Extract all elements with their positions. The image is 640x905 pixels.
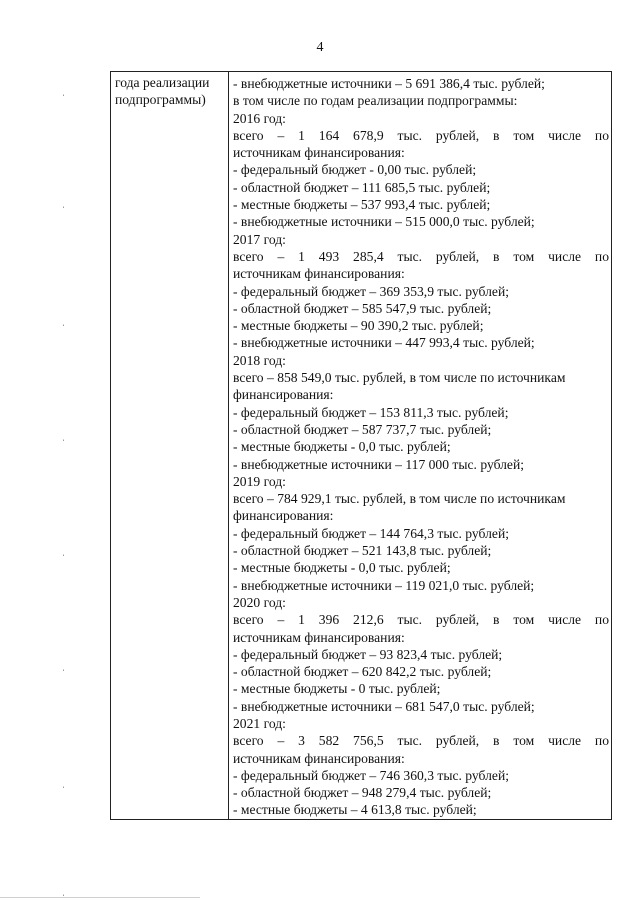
- content-line: - федеральный бюджет – 746 360,3 тыс. рублей;: [233, 767, 509, 783]
- label-line: года реализации: [115, 75, 210, 90]
- margin-tick-mark: ˌ: [62, 86, 65, 96]
- content-line: источникам финансирования:: [233, 145, 405, 161]
- content-line: всего – 858 549,0 тыс. рублей, в том числе по источникам: [233, 370, 566, 386]
- content-line: источникам финансирования:: [233, 629, 405, 645]
- content-line: - федеральный бюджет - 0,00 тыс. рублей;: [233, 162, 477, 178]
- margin-tick-mark: ˌ: [62, 316, 65, 326]
- content-line: всего – 1 396 212,6 тыс. рублей, в том числе по: [233, 612, 609, 628]
- content-line: - местные бюджеты - 0,0 тыс. рублей;: [233, 560, 451, 576]
- content-line: 2019 год:: [233, 473, 286, 489]
- content-line: источникам финансирования:: [233, 750, 405, 766]
- content-line: - федеральный бюджет – 153 811,3 тыс. рублей;: [233, 404, 509, 420]
- bottom-divider: [0, 897, 200, 898]
- content-line: всего – 3 582 756,5 тыс. рублей, в том числе по: [233, 733, 609, 749]
- table-content-column: [229, 72, 611, 819]
- content-line: всего – 1 493 285,4 тыс. рублей, в том числе по: [233, 248, 609, 264]
- content-line: - федеральный бюджет – 144 764,3 тыс. рублей;: [233, 525, 509, 541]
- content-line: 2018 год:: [233, 352, 286, 368]
- content-line: - внебюджетные источники – 681 547,0 тыс. рублей;: [233, 698, 535, 714]
- page-number: 4: [316, 40, 324, 55]
- content-line: всего – 784 929,1 тыс. рублей, в том числе по источникам: [233, 491, 566, 507]
- content-line: всего – 1 164 678,9 тыс. рублей, в том числе по: [233, 127, 609, 143]
- content-line: - местные бюджеты – 4 613,8 тыс. рублей;: [233, 802, 477, 818]
- content-line: - внебюджетные источники – 447 993,4 тыс. рублей;: [233, 335, 535, 351]
- content-line: финансирования:: [233, 508, 334, 524]
- content-line: - областной бюджет – 587 737,7 тыс. рублей;: [233, 421, 492, 437]
- content-line: источникам финансирования:: [233, 266, 405, 282]
- content-line: - местные бюджеты - 0 тыс. рублей;: [233, 681, 441, 697]
- margin-tick-mark: ˌ: [62, 546, 65, 556]
- label-line: подпрограммы): [115, 91, 206, 107]
- content-line: 2016 год:: [233, 110, 286, 126]
- margin-tick-mark: ˌ: [62, 886, 65, 896]
- content-line: - внебюджетные источники – 119 021,0 тыс. рублей;: [233, 577, 535, 593]
- table-label-column: [111, 72, 229, 819]
- margin-tick-mark: ˌ: [62, 778, 65, 788]
- content-line: - областной бюджет – 521 143,8 тыс. рублей;: [233, 543, 492, 559]
- content-line: - внебюджетные источники – 515 000,0 тыс. рублей;: [233, 214, 535, 230]
- margin-tick-mark: ˌ: [62, 198, 65, 208]
- content-line: - областной бюджет – 620 842,2 тыс. рублей;: [233, 664, 492, 680]
- content-line: в том числе по годам реализации подпрограммы:: [233, 93, 518, 109]
- margin-tick-mark: ˌ: [62, 661, 65, 671]
- content-line: финансирования:: [233, 387, 334, 403]
- content-line: - местные бюджеты – 537 993,4 тыс. рублей;: [233, 197, 491, 213]
- funding-table: [110, 71, 612, 820]
- content-line: - местные бюджеты - 0,0 тыс. рублей;: [233, 439, 451, 455]
- content-line: - федеральный бюджет – 93 823,4 тыс. рублей;: [233, 646, 503, 662]
- content-line: - областной бюджет – 585 547,9 тыс. рублей;: [233, 300, 492, 316]
- content-line: - внебюджетные источники – 5 691 386,4 тыс. рублей;: [233, 76, 545, 91]
- content-line: - местные бюджеты – 90 390,2 тыс. рублей;: [233, 318, 484, 334]
- content-line: - федеральный бюджет – 369 353,9 тыс. рублей;: [233, 283, 509, 299]
- content-line: 2021 год:: [233, 715, 286, 731]
- margin-tick-mark: ˌ: [62, 431, 65, 441]
- content-line: 2017 год:: [233, 231, 286, 247]
- content-line: - областной бюджет – 111 685,5 тыс. рублей;: [233, 179, 491, 195]
- content-line: - областной бюджет – 948 279,4 тыс. рублей;: [233, 785, 492, 801]
- content-line: 2020 год:: [233, 594, 286, 610]
- content-line: - внебюджетные источники – 117 000 тыс. рублей;: [233, 456, 525, 472]
